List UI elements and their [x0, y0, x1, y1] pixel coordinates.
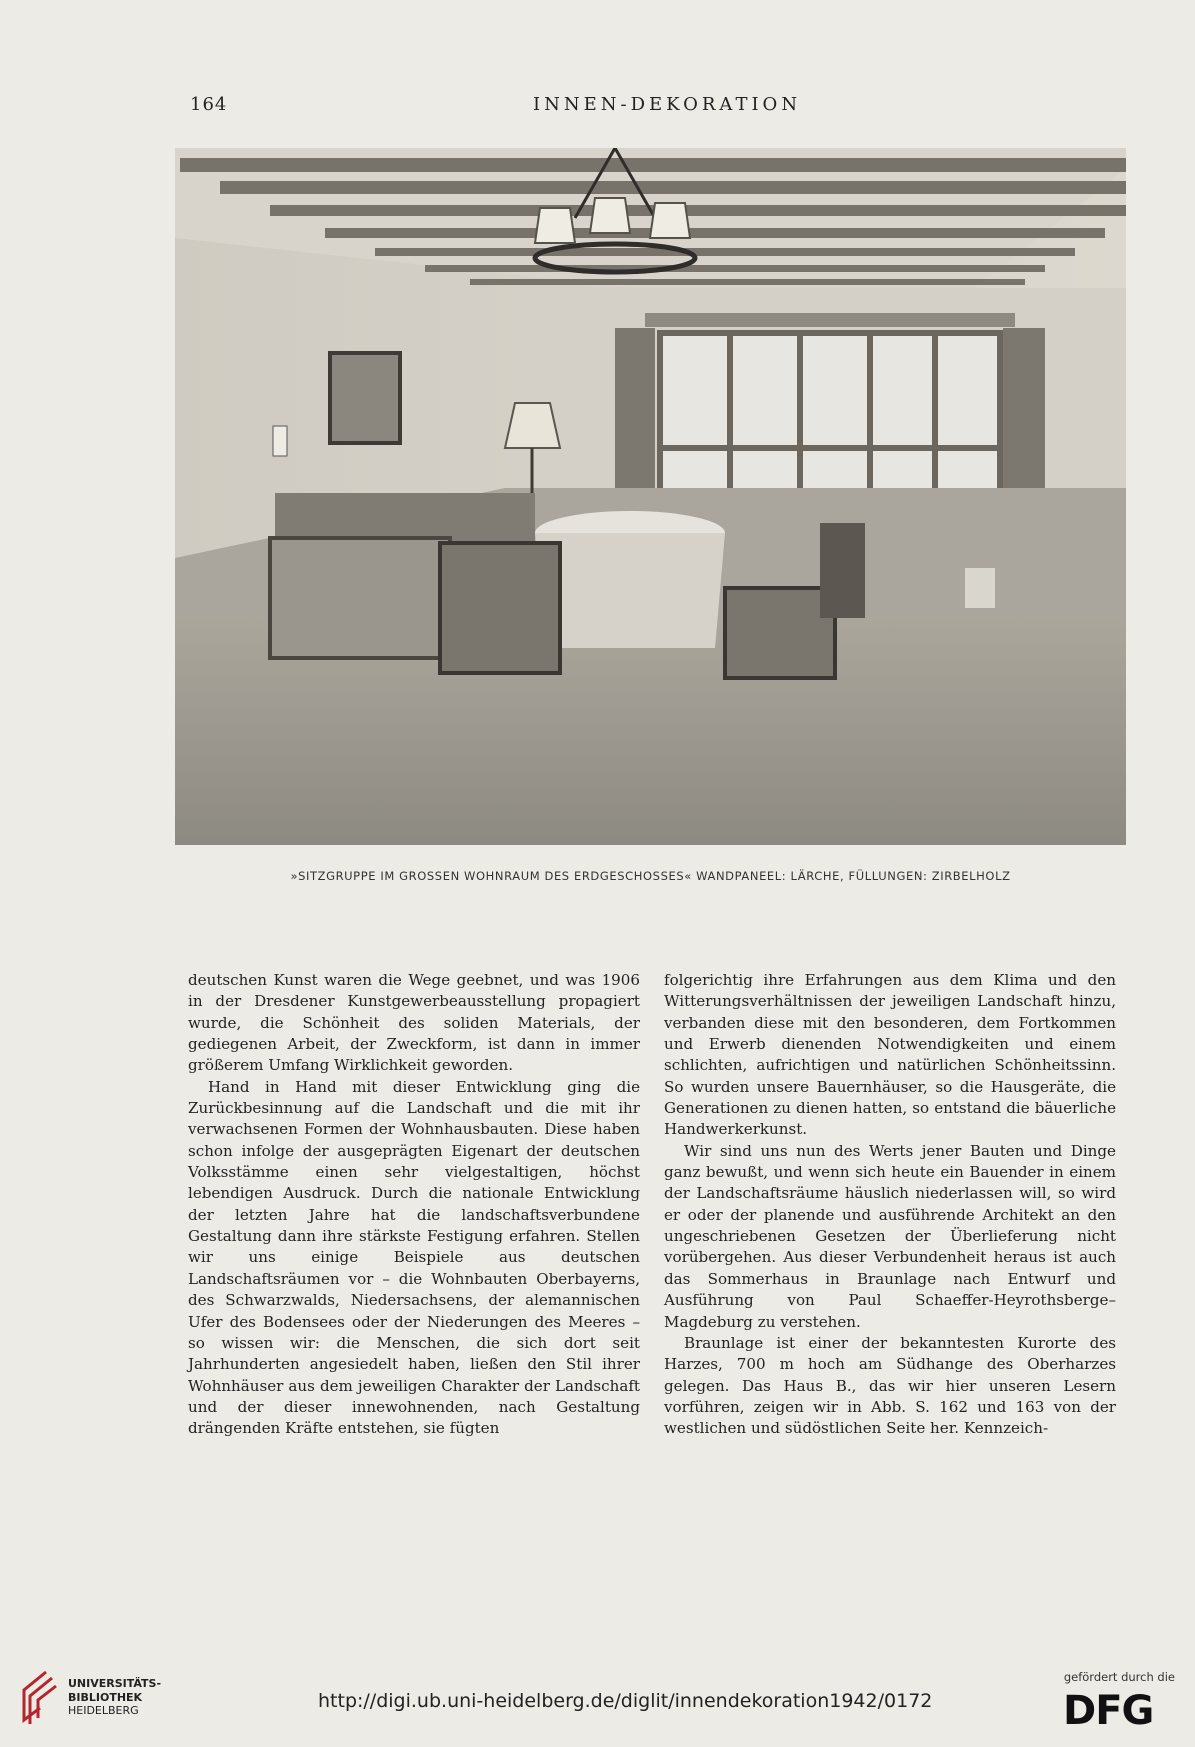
university-library-logo-icon: [16, 1668, 60, 1726]
paragraph: Wir sind uns nun des Werts jener Bauten und Dinge ganz bewußt, und wenn sich heute ein Bauender in einem der Landschaftsräume häuslich niederlassen will, so wird er oder der planende und ausführende Architekt an den ungeschriebenen Gesetzen der Überlieferung nicht vorübergehen. Aus dieser Verbundenheit heraus ist auch das Sommerhaus in Braunlage nach Entwurf und Ausführung von Paul Schaeffer-Heyrothsberge–Magdeburg zu verstehen.: [664, 1141, 1116, 1331]
funding-note: gefördert durch die: [1063, 1670, 1175, 1684]
paragraph: Braunlage ist einer der bekanntesten Kurorte des Harzes, 700 m hoch am Südhange des Oberharzes gelegen. Das Haus B., das wir hier unseren Lesern vorführen, zeigen wir in Abb. S. 162 und 163 von der westlichen und südöstlichen Seite her. Kennzeich-: [664, 1333, 1116, 1438]
running-title: INNEN-DEKORATION: [533, 94, 802, 115]
dfg-logo: DFG: [1063, 1688, 1154, 1734]
paragraph: Hand in Hand mit dieser Entwicklung ging die Zurückbesinnung auf die Landschaft und die mit ihr verwachsenen Formen der Wohnhausbauten. Diese haben schon infolge der ausgeprägten Eigenart der deutschen Volksstämme einen sehr vielgestaltigen, höchst lebendigen Ausdruck. Durch die nationale Entwicklung der letzten Jahre hat die landschaftsverbundene Gestaltung dann ihre stärkste Festigung erfahren. Stellen wir uns einige Beispiele aus deutschen Landschaftsräumen vor – die Wohnbauten Oberbayerns, des Schwarzwalds, Niedersachsens, der alemannischen Ufer des Bodensees oder der Niederungen des Meeres – so wissen wir: die Menschen, die sich dort seit Jahrhunderten angesiedelt haben, ließen den Stil ihrer Wohnhäuser aus dem jeweiligen Charakter der Landschaft und der dieser innewohnenden, nach Gestaltung drängenden Kräfte entstehen, sie fügten: [188, 1077, 640, 1438]
digitization-footer: [0, 1650, 1195, 1747]
page-header: [190, 94, 890, 116]
source-url-link[interactable]: http://digi.ub.uni-heidelberg.de/diglit/innendekoration1942/0172: [318, 1690, 933, 1712]
photo-caption: »SITZGRUPPE IM GROSSEN WOHNRAUM DES ERDGESCHOSSES« WANDPANEEL: LÄRCHE, FÜLLUNGEN: ZIRBELHOLZ: [290, 869, 1011, 883]
page-number: 164: [190, 94, 228, 115]
library-name: UNIVERSITÄTS- BIBLIOTHEK HEIDELBERG: [68, 1677, 162, 1717]
paragraph: deutschen Kunst waren die Wege geebnet, und was 1906 in der Dresdener Kunstgewerbeausstellung propagiert wurde, die Schönheit des soliden Materials, der gediegenen Arbeit, der Zweckform, ist dann in immer größerem Umfang Wirklichkeit geworden.: [188, 971, 640, 1075]
paragraph: folgerichtig ihre Erfahrungen aus dem Klima und den Witterungsverhältnissen der jeweiligen Landschaft hinzu, verbanden diese mit den besonderen, dem Fortkommen und Erwerb dienenden Notwendigkeiten und einem schlichten, aufrichtigen und natürlichen Schönheitssinn. So wurden unsere Bauernhäuser, so die Hausgeräte, die Generationen zu dienen hatten, so entstand die bäuerliche Handwerkerkunst.: [664, 971, 1116, 1139]
interior-photograph: [175, 148, 1126, 845]
text-column-left: [188, 970, 640, 1440]
text-column-right: [664, 970, 1116, 1440]
